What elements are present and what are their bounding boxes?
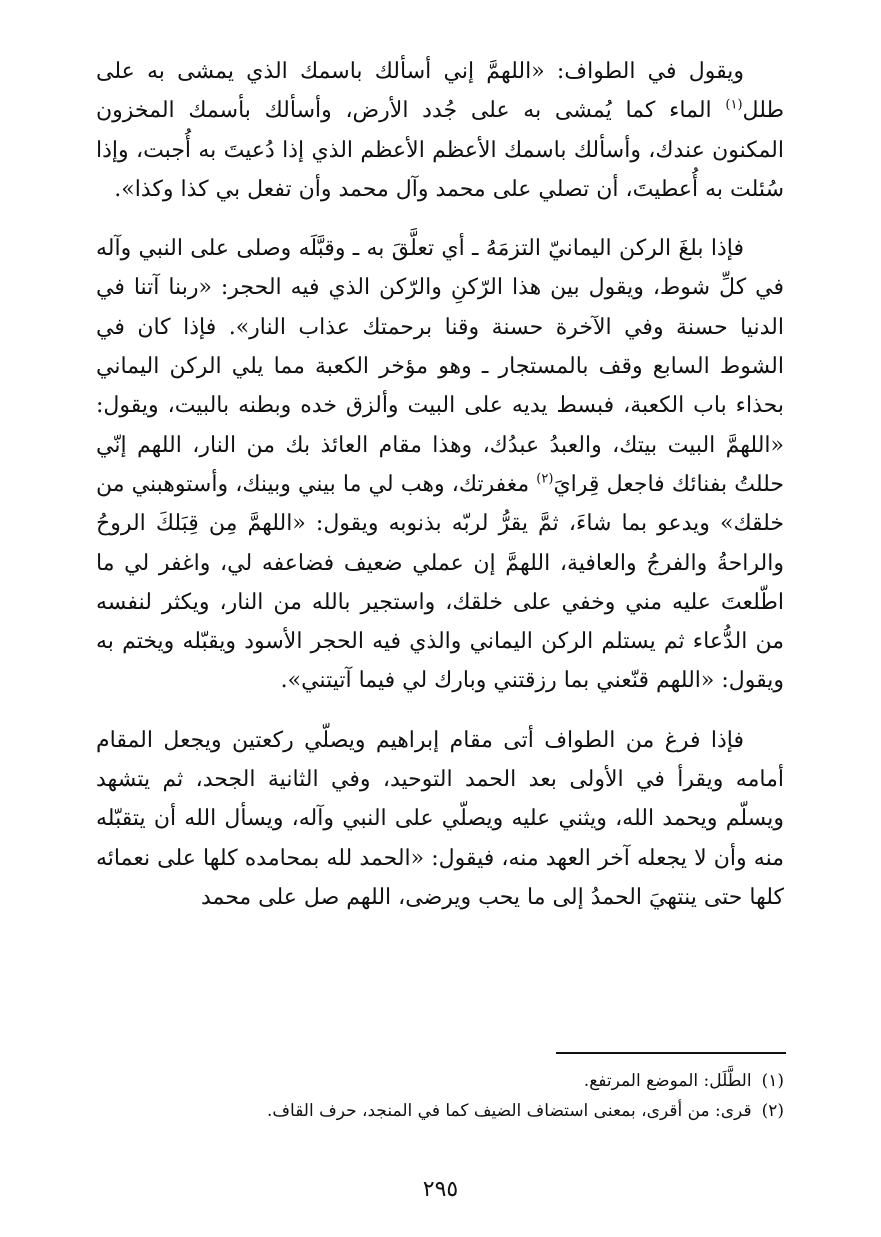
paragraph-text: فإذا بلغَ الركن اليمانيّ التزمَهُ ـ أي تعلَّقَ به ـ وقبَّلَه وصلى على النبي وآله في كلِّ شوط، ويقول بين هذا الرّكنِ والرّكن الذي فيه الحجر: «ربنا آتنا في الدنيا حسنة وفي الآخرة حسنة وقنا برحمتك عذاب النار». فإذا كان في الشوط السابع وقف بالمستجار ـ وهو مؤخر الكعبة مما يلي الركن اليماني بحذاء باب الكعبة، فبسط يديه على البيت وألزق خده وبطنه بالبيت، ويقول: «اللهمَّ البيت بيتك، والعبدُ عبدُك، وهذا مقام العائذ بك من النار، اللهم إنّي حللتُ بفنائك فاجعل قِرايَ (96, 236, 784, 497)
footnote-text: الطَّلَل: الموضع المرتفع. (583, 1071, 752, 1091)
main-text (96, 52, 784, 917)
paragraph-maqam-ibrahim (96, 721, 784, 917)
footnote-number: (١) (761, 1071, 784, 1091)
footnote-ref-2: (٢) (536, 471, 554, 487)
footnote-1 (96, 1066, 784, 1096)
footnote-ref-1: (١) (725, 97, 743, 113)
paragraph-tawaf-supplication (96, 52, 784, 209)
paragraph-text: الماء كما يُمشى به على جُدد الأرض، وأسألك بأسمك المخزون المكنون عندك، وأسألك باسمك الأعظم الأعظم الذي إذا دُعيتَ به أُجبت، وإذا سُئلت به أُعطيتَ، أن تصلي على محمد وآل محمد وأن تفعل بي كذا وكذا». (96, 98, 784, 202)
footnote-number: (٢) (761, 1101, 784, 1121)
footnotes (96, 1066, 784, 1126)
footnote-text: قرى: من أقرى، بمعنى استضاف الضيف كما في المنجد، حرف القاف. (266, 1101, 752, 1121)
footnote-divider (556, 1052, 786, 1054)
paragraph-text: فإذا فرغ من الطواف أتى مقام إبراهيم ويصلّي ركعتين ويجعل المقام أمامه ويقرأ في الأولى بعد الحمد التوحيد، وفي الثانية الجحد، ثم يتشهد ويسلّم ويحمد الله، ويثني عليه ويصلّي على النبي وآله، ويسأل الله أن يتقبّله منه وأن لا يجعله آخر العهد منه، فيقول: «الحمد لله بمحامده كلها على نعمائه كلها حتى ينتهيَ الحمدُ إلى ما يحب ويرضى، اللهم صل على محمد (96, 727, 785, 910)
paragraph-yemeni-corner (96, 229, 784, 701)
footnote-2 (96, 1096, 784, 1126)
paragraph-text: مغفرتك، وهب لي ما بيني وبينك، وأستوهبني من خلقك» ويدعو بما شاءَ، ثمَّ يقرُّ لربّه بذنوبه ويقول: «اللهمَّ مِن قِبَلكَ الروحُ والراحةُ والفرجُ والعافية، اللهمَّ إن عملي ضعيف فضاعفه لي، واغفر لي ما اطّلعتَ عليه مني وخفي على خلقك، واستجير بالله من النار، ويكثر لنفسه من الدُّعاء ثم يستلم الركن اليماني والذي فيه الحجر الأسود ويقبّله ويختم به ويقول: «اللهم قنّعني بما رزقتني وبارك لي فيما آتيتني». (96, 471, 784, 694)
paragraph-text: ويقول في الطواف: «اللهمَّ إني أسألك باسمك الذي يمشى به على طلل (96, 59, 784, 124)
page-number: ٢٩٥ (422, 1177, 459, 1202)
